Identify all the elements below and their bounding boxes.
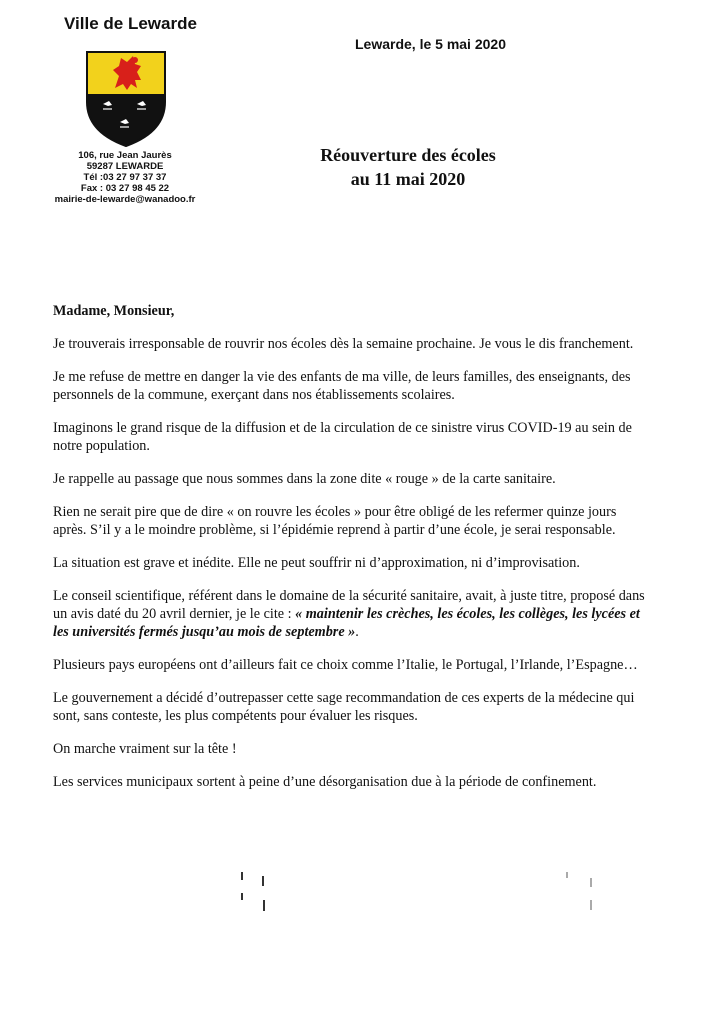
scan-mark xyxy=(566,872,568,878)
paragraph: Plusieurs pays européens ont d’ailleurs fait ce choix comme l’Italie, le Portugal, l’Irlande, l’Espagne… xyxy=(53,657,638,673)
letter-subject xyxy=(290,143,526,191)
letter-body xyxy=(53,302,653,806)
subject-line-2: au 11 mai 2020 xyxy=(350,169,466,189)
paragraph: La situation est grave et inédite. Elle ne peut souffrir ni d’approximation, ni d’improvisation. xyxy=(53,555,580,571)
coat-of-arms-icon xyxy=(85,50,167,148)
paragraph-with-quote xyxy=(53,587,653,641)
paragraph: On marche vraiment sur la tête ! xyxy=(53,741,237,757)
paragraph: Je trouverais irresponsable de rouvrir nos écoles dès la semaine prochaine. Je vous le dis franchement. xyxy=(53,336,634,352)
scan-mark xyxy=(590,900,592,910)
quote-intro: Le conseil scientifique, référent dans le domaine de la sécurité sanitaire, avait, à juste titre, proposé dans un avis daté du 20 avril dernier, je le cite : xyxy=(53,588,645,622)
address-street: 106, rue Jean Jaurès xyxy=(78,150,172,161)
address-fax: Fax : 03 27 98 45 22 xyxy=(80,183,170,194)
quote-outro: . xyxy=(355,624,359,640)
paragraph: Rien ne serait pire que de dire « on rouvre les écoles » pour être obligé de les refermer quinze jours après. S’il y a le moindre problème, si l’épidémie reprend à partir d’une école, je serai responsable. xyxy=(53,504,617,538)
date-line: Lewarde, le 5 mai 2020 xyxy=(355,36,506,52)
scan-mark xyxy=(590,878,592,887)
scan-mark xyxy=(241,872,243,880)
paragraph: Les services municipaux sortent à peine d’une désorganisation due à la période de confinement. xyxy=(53,774,597,790)
paragraph: Je rappelle au passage que nous sommes dans la zone dite « rouge » de la carte sanitaire. xyxy=(53,471,556,487)
paragraph: Le gouvernement a décidé d’outrepasser cette sage recommandation de ces experts de la médecine qui sont, sans conteste, les plus compétents pour évaluer les risques. xyxy=(53,690,635,724)
paragraph: Je me refuse de mettre en danger la vie des enfants de ma ville, de leurs familles, des enseignants, des personnels de la commune, exerçant dans nos établissements scolaires. xyxy=(53,369,631,403)
address-email: mairie-de-lewarde@wanadoo.fr xyxy=(54,194,196,205)
town-hall-address xyxy=(40,150,210,205)
town-name: Ville de Lewarde xyxy=(64,14,197,33)
paragraph: Imaginons le grand risque de la diffusion et de la circulation de ce sinistre virus COVID-19 au sein de notre population. xyxy=(53,420,632,454)
scientific-council-quote: « maintenir les crèches, les écoles, les collèges, les lycées et les universités fermés jusqu’au mois de septembre » xyxy=(53,606,640,640)
salutation: Madame, Monsieur, xyxy=(53,303,175,319)
address-city: 59287 LEWARDE xyxy=(86,161,164,172)
scan-mark xyxy=(263,900,265,911)
scan-mark xyxy=(262,876,264,886)
scan-mark xyxy=(241,893,243,900)
subject-line-1: Réouverture des écoles xyxy=(320,145,496,165)
address-phone: Tél :03 27 97 37 37 xyxy=(83,172,167,183)
